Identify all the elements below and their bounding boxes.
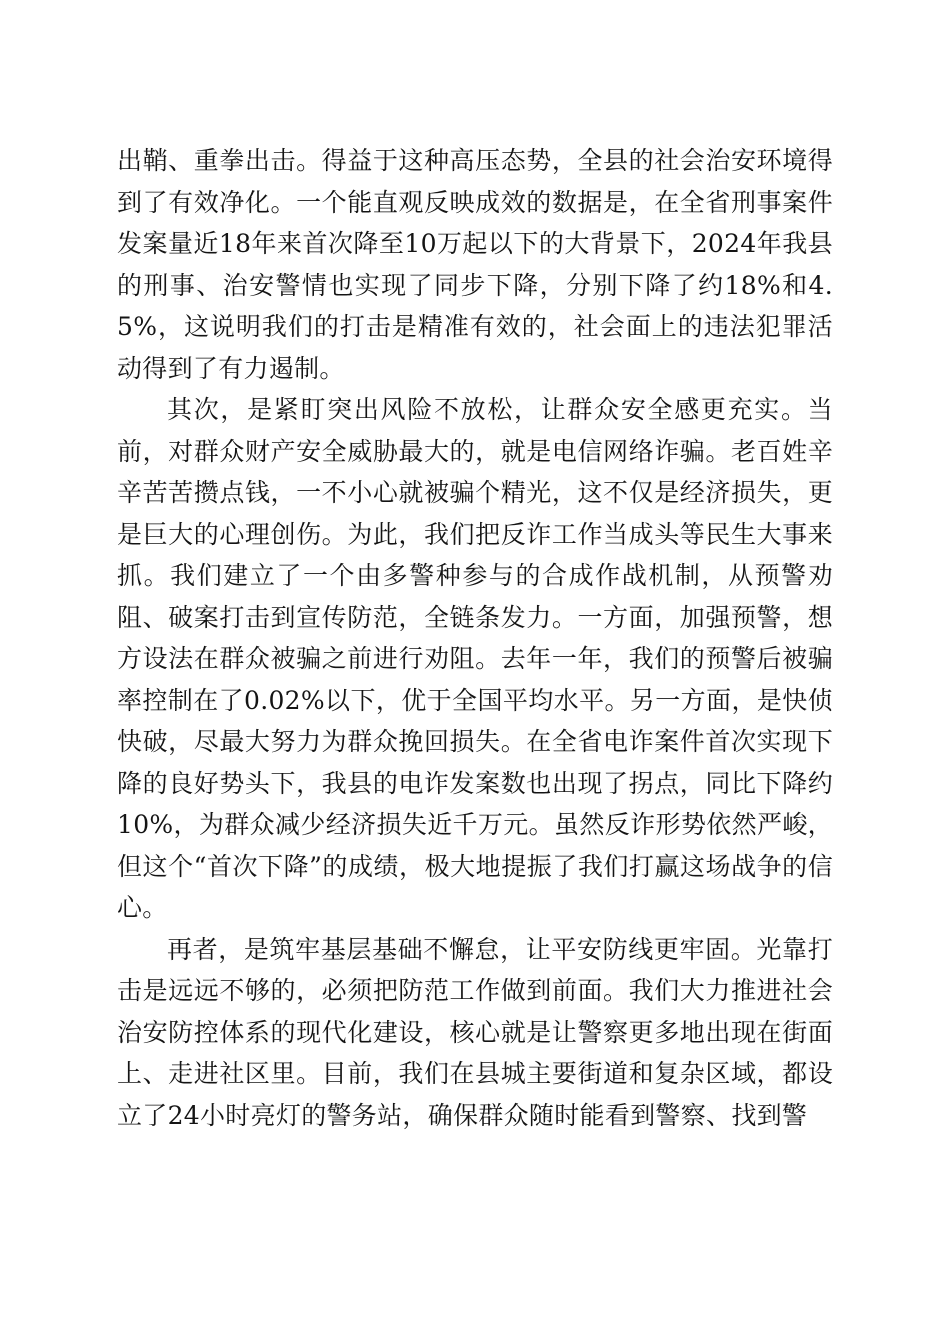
paragraph-1: 出鞘、重拳出击。得益于这种高压态势，全县的社会治安环境得到了有效净化。一个能直观反映成效的数据是，在全省刑事案件发案量近18年来首次降至10万起以下的大背景下，2024年我县的刑事、治安警情也实现了同步下降，分别下降了约18%和4.5%，这说明我们的打击是精准有效的，社会面上的违法犯罪活动得到了有力遏制。 <box>117 146 833 383</box>
paragraph-3: 再者，是筑牢基层基础不懈怠，让平安防线更牢固。光靠打击是远远不够的，必须把防范工作做到前面。我们大力推进社会治安防控体系的现代化建设，核心就是让警察更多地出现在街面上、走进社区里。目前，我们在县城主要街道和复杂区域，都设立了24小时亮灯的警务站，确保群众随时能看到警察、找到警 <box>117 934 833 1130</box>
document-body <box>117 140 833 1136</box>
paragraph-2: 其次，是紧盯突出风险不放松，让群众安全感更充实。当前，对群众财产安全威胁最大的，就是电信网络诈骗。老百姓辛辛苦苦攒点钱，一不小心就被骗个精光，这不仅是经济损失，更是巨大的心理创伤。为此，我们把反诈工作当成头等民生大事来抓。我们建立了一个由多警种参与的合成作战机制，从预警劝阻、破案打击到宣传防范，全链条发力。一方面，加强预警，想方设法在群众被骗之前进行劝阻。去年一年，我们的预警后被骗率控制在了0.02%以下，优于全国平均水平。另一方面，是快侦快破，尽最大努力为群众挽回损失。在全省电诈案件首次实现下降的良好势头下，我县的电诈发案数也出现了拐点，同比下降约10%，为群众减少经济损失近千万元。虽然反诈形势依然严峻，但这个“首次下降”的成绩，极大地提振了我们打赢这场战争的信心。 <box>117 395 833 922</box>
